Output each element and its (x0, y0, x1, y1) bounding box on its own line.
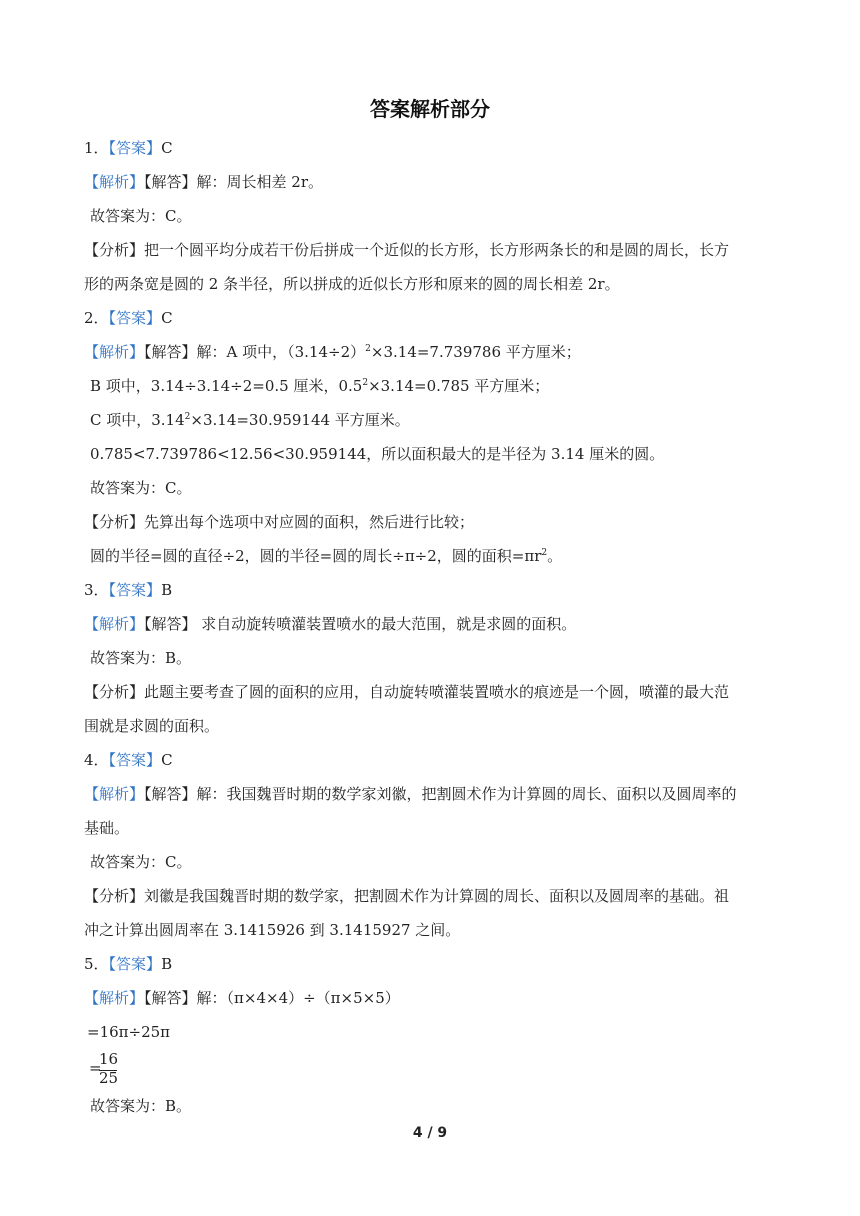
q2-line-b-text2: ×3.14=0.785 平方厘米； (368, 377, 550, 395)
q4-analysis-line1 (84, 886, 729, 906)
q1-number: 1． (84, 139, 109, 157)
q4-answer-line (84, 750, 173, 770)
q2-line-c-text: C 项中，3.14 (90, 411, 185, 429)
q4-solution-line2: 基础。 (84, 819, 130, 837)
q2-line-c-text2: ×3.14=30.959144 平方厘米。 (190, 411, 410, 429)
q2-analysis-line1 (84, 512, 474, 532)
q1-analysis-text1: 把一个圆平均分成若干份后拼成一个近似的长方形，长方形两条长的和是圆的周长，长方 (144, 241, 730, 259)
analysis-tag: 【解析】 (84, 989, 145, 1007)
superscript: 2 (184, 412, 191, 422)
analysis-label: 【分析】 (84, 241, 145, 259)
q2-formula-end: 。 (547, 547, 563, 565)
q2-formula-text: 圆的半径=圆的直径÷2，圆的半径=圆的周长÷π÷2，圆的面积=πr (90, 547, 542, 565)
analysis-tag: 【解析】 (84, 173, 145, 191)
analysis-tag: 【解析】 (84, 615, 145, 633)
superscript: 2 (365, 344, 371, 354)
q1-answer-line (84, 138, 173, 158)
answer-tag: 【答案】 (108, 751, 162, 769)
q3-analysis-text1: 此题主要考查了圆的面积的应用，自动旋转喷灌装置喷水的痕迹是一个圆，喷灌的最大范 (144, 683, 730, 701)
q4-solution-text1: 解：我国魏晋时期的数学家刘徽，把割圆术作为计算圆的周长、面积以及圆周率的 (196, 785, 737, 803)
q2-analysis-text1: 先算出每个选项中对应圆的面积，然后进行比较； (144, 513, 475, 531)
q3-number: 3． (84, 581, 109, 599)
q1-conclusion: 故答案为：C。 (90, 207, 192, 225)
q3-answer: B (161, 581, 173, 599)
superscript: 2 (541, 548, 548, 558)
q3-solution: 求自动旋转喷灌装置喷水的最大范围，就是求圆的面积。 (196, 615, 577, 633)
solve-tag: 【解答】 (144, 173, 197, 191)
q1-answer: C (161, 139, 173, 157)
solve-tag: 【解答】 (144, 785, 197, 803)
q4-solution-line1 (84, 784, 737, 804)
q2-answer: C (161, 309, 173, 327)
q3-analysis-line1 (84, 682, 729, 702)
q5-number: 5． (84, 955, 109, 973)
page-title: 答案解析部分 (370, 97, 490, 121)
answer-tag: 【答案】 (108, 309, 162, 327)
q5-solution: 解：（π×4×4）÷（π×5×5） (196, 989, 400, 1007)
q2-solution-line-a (84, 342, 581, 362)
analysis-label: 【分析】 (84, 513, 145, 531)
q2-number: 2． (84, 309, 109, 327)
q2-conclusion: 故答案为：C。 (90, 479, 192, 497)
q2-solution-a-text2: ×3.14=7.739786 平方厘米； (370, 343, 581, 361)
analysis-tag: 【解析】 (84, 785, 145, 803)
answer-tag: 【答案】 (108, 955, 162, 973)
analysis-label: 【分析】 (84, 683, 145, 701)
q5-answer-line (84, 954, 172, 974)
q4-answer: C (161, 751, 173, 769)
q5-answer: B (161, 955, 173, 973)
q5-solution-line (84, 988, 400, 1008)
q2-solution-line-c (90, 410, 410, 430)
solve-tag: 【解答】 (144, 615, 197, 633)
q3-conclusion: 故答案为：B。 (90, 649, 192, 667)
q3-answer-line (84, 580, 172, 600)
fraction-denominator: 25 (99, 1069, 119, 1087)
q2-formula-line (90, 546, 562, 566)
page-number: 4 / 9 (412, 1125, 448, 1141)
q1-analysis-line2: 形的两条宽是圆的 2 条半径，所以拼成的近似长方形和原来的圆的周长相差 2r。 (84, 275, 620, 293)
q2-answer-line (84, 308, 173, 328)
q2-solution-line-b (90, 376, 549, 396)
q1-solution: 解：周长相差 2r。 (196, 173, 324, 191)
q1-analysis-line1 (84, 240, 729, 260)
solve-tag: 【解答】 (144, 989, 197, 1007)
q5-conclusion: 故答案为：B。 (90, 1097, 192, 1115)
q1-solution-line (84, 172, 323, 192)
solve-tag: 【解答】 (144, 343, 197, 361)
q2-comparison: 0.785<7.739786<12.56<30.959144，所以面积最大的是半径为 3.14 厘米的圆。 (90, 445, 665, 463)
q4-number: 4． (84, 751, 109, 769)
fraction-numerator: 16 (99, 1050, 119, 1068)
superscript: 2 (362, 378, 369, 388)
q4-analysis-line2: 冲之计算出圆周率在 3.1415926 到 3.1415927 之间。 (84, 921, 461, 939)
answer-tag: 【答案】 (108, 139, 162, 157)
equals-sign: = (89, 1059, 102, 1077)
analysis-tag: 【解析】 (84, 343, 145, 361)
analysis-label: 【分析】 (84, 887, 145, 905)
answer-tag: 【答案】 (108, 581, 162, 599)
q5-step1: =16π÷25π (87, 1023, 171, 1041)
q2-line-b-text: B 项中，3.14÷3.14÷2=0.5 厘米，0.5 (90, 377, 363, 395)
q2-solution-a-text: 解：A 项中，（3.14÷2） (196, 343, 366, 361)
q3-solution-line (84, 614, 576, 634)
q4-analysis-text1: 刘徽是我国魏晋时期的数学家，把割圆术作为计算圆的周长、面积以及圆周率的基础。祖 (144, 887, 730, 905)
q4-conclusion: 故答案为：C。 (90, 853, 192, 871)
q3-analysis-line2: 围就是求圆的面积。 (84, 717, 220, 735)
